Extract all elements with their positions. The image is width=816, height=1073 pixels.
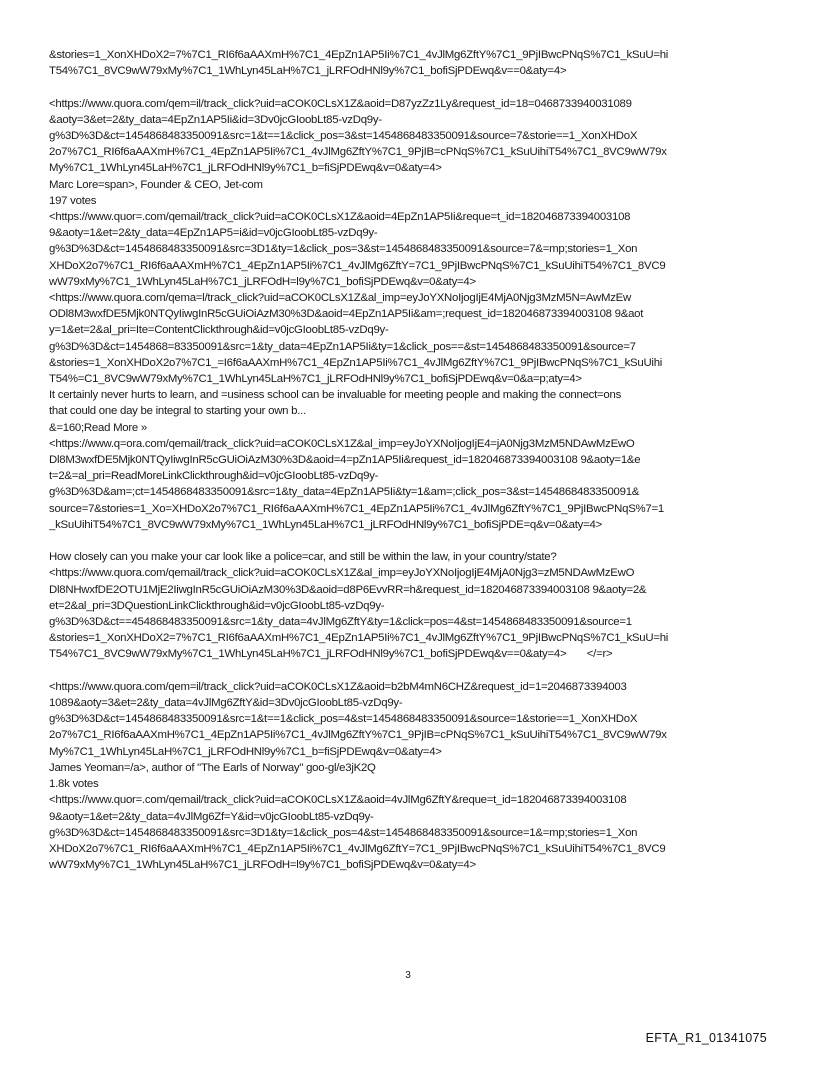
text-line: <https://www.quor=.com/qemail/track_click?uid=aCOK0CLsX1Z&aoid=4vJlMg6ZftY&reque=t_id=182046873394003108 (49, 794, 627, 807)
text-line: wW79xMy%7C1_1WhLyn45LaH%7C1_jLRFOdH=l9y%7C1_bofiSjPDEwq&v=0&aty=4> (49, 275, 476, 288)
text-line: &stories=1_XonXHDoX2o7%7C1_=I6f6aAAXmH%7C1_4EpZn1AP5Ii%7C1_4vJlMg6ZftY%7C1_9PjIBwcPNqS%7C1_kSuUihi (49, 356, 663, 369)
text-line: Dl8NHwxfDE2OTU1MjE2IiwgInR5cGUiOiAzM30%3D&aoid=d8P6EvvRR=h&request_id=182046873394003108 9&aoty=2& (49, 583, 647, 596)
question-police-car (49, 549, 771, 662)
text-line: How closely can you make your car look like a police=car, and still be within the law, in your country/state? (49, 551, 557, 564)
text-line: g%3D%3D&ct=1454868483350091&src=3D1&ty=1&click_pos=4&st=1454868483350091&source=1&=mp;stories=1_Xon (49, 826, 638, 839)
text-line: T54%=C1_8VC9wW79xMy%7C1_1WhLyn45LaH%7C1_jLRFOdHNl9y%7C1_bofiSjPDEwq&v=0&a=p;aty=4> (49, 373, 582, 386)
text-line: et=2&al_pri=3DQuestionLinkClickthrough&id=v0jcGIoobLt85-vzDq9y- (49, 599, 385, 612)
paragraph-gap (49, 663, 771, 679)
text-line: <https://www.quora.com/qema=l/track_click?uid=aCOK0CLsX1Z&al_imp=eyJoYXNoIjogIjE4MjA0Njg3MzM5N=AwMzEw (49, 292, 631, 305)
answer-marc-lore (49, 96, 771, 533)
text-line: Dl8M3wxfDE5Mjk0NTQyIiwgInR5cGUiOiAzM30%3D&aoid=4=pZn1AP5Ii&request_id=182046873394003108 9&aoty=1&e (49, 454, 641, 467)
text-line: James Yeoman=/a>, author of "The Earls of Norway" goo-gl/e3jK2Q (49, 761, 376, 774)
document-body (49, 47, 771, 873)
text-line: 1089&aoty=3&et=2&ty_data=4vJlMg6ZftY&id=3Dv0jcGIoobLt85-vzDq9y- (49, 697, 403, 710)
text-line: &stories=1_XonXHDoX2=7%7C1_RI6f6aAAXmH%7C1_4EpZn1AP5Ii%7C1_4vJlMg6ZftY%7C1_9PjIBwcPNqS%7C1_kSuU=hi (49, 632, 669, 645)
text-line: &=160;Read More » (49, 421, 148, 434)
text-line: My%7C1_1WhLyn45LaH%7C1_jLRFOdHNl9y%7C1_b=fiSjPDEwq&v=0&aty=4> (49, 745, 442, 758)
text-line: _kSuUihiT54%7C1_8VC9wW79xMy%7C1_1WhLyn45LaH%7C1_jLRFOdHNl9y%7C1_bofiSjPDE=q&v=0&aty=4> (49, 518, 602, 531)
text-line: g%3D%3D&am=;ct=1454868483350091&src=1&ty_data=4EpZn1AP5Ii&ty=1&am=;click_pos=3&st=1454868483350091& (49, 486, 640, 499)
text-line: source=7&stories=1_Xo=XHDoX2o7%7C1_RI6f6aAAXmH%7C1_4EpZn1AP5Ii%7C1_4vJlMg6ZftY%7C1_9PjIBwcPNqS%7=1 (49, 502, 664, 515)
answer-james-yeoman (49, 679, 771, 873)
text-line: It certainly never hurts to learn, and =usiness school can be invaluable for meeting people and making the connect=ons (49, 389, 622, 402)
text-line: 197 votes (49, 194, 97, 207)
text-line: <https://www.quor=.com/qemail/track_click?uid=aCOK0CLsX1Z&aoid=4EpZn1AP5Ii&reque=t_id=182046873394003108 (49, 211, 631, 224)
text-line: XHDoX2o7%7C1_RI6f6aAAXmH%7C1_4EpZn1AP5Ii%7C1_4vJlMg6ZftY=7C1_9PjIBwcPNqS%7C1_kSuUihiT54%7C1_8VC9 (49, 842, 666, 855)
text-line: 9&aoty=1&et=2&ty_data=4vJlMg6Zf=Y&id=v0jcGIoobLt85-vzDq9y- (49, 810, 374, 823)
paragraph-gap (49, 79, 771, 95)
text-line: 2o7%7C1_RI6f6aAAXmH%7C1_4EpZn1AP5Ii%7C1_4vJlMg6ZftY%7C1_9PjIB=cPNqS%7C1_kSuUihiT54%7C1_8VC9wW79x (49, 146, 667, 159)
text-line: g%3D%3D&ct=1454868=83350091&src=1&ty_data=4EpZn1AP5Ii&ty=1&click_pos==&st=1454868483350091&source=7 (49, 340, 636, 353)
text-line: 9&aoty=1&et=2&ty_data=4EpZn1AP5=i&id=v0jcGIoobLt85-vzDq9y- (49, 227, 378, 240)
text-line: 1.8k votes (49, 778, 99, 791)
text-line: &stories=1_XonXHDoX2=7%7C1_RI6f6aAAXmH%7C1_4EpZn1AP5Ii%7C1_4vJlMg6ZftY%7C1_9PjIBwcPNqS%7C1_kSuU=hi (49, 49, 669, 61)
text-line: wW79xMy%7C1_1WhLyn45LaH%7C1_jLRFOdH=l9y%7C1_bofiSjPDEwq&v=0&aty=4> (49, 859, 476, 872)
text-line: g%3D%3D&ct==454868483350091&src=1&ty_data=4vJlMg6ZftY&ty=1&click=pos=4&st=1454868483350091&source=1 (49, 616, 632, 629)
text-line: &aoty=3&et=2&ty_data=4EpZn1AP5Ii&id=3Dv0jcGIoobLt85-vzDq9y- (49, 113, 382, 126)
text-line: Marc Lore=span>, Founder & CEO, Jet-com (49, 178, 263, 191)
text-line: ODl8M3wxfDE5Mjk0NTQyIiwgInR5cGUiOiAzM30%3D&aoid=4EpZn1AP5Ii&am=;request_id=182046873394003108 9&aot (49, 308, 644, 321)
text-line: g%3D%3D&ct=1454868483350091&src=3D1&ty=1&click_pos=3&st=1454868483350091&source=7&=mp;stories=1_Xon (49, 243, 638, 256)
text-line: XHDoX2o7%7C1_RI6f6aAAXmH%7C1_4EpZn1AP5Ii%7C1_4vJlMg6ZftY=7C1_9PjIBwcPNqS%7C1_kSuUihiT54%7C1_8VC9 (49, 259, 666, 272)
text-line: My%7C1_1WhLyn45LaH%7C1_jLRFOdHNl9y%7C1_b=fiSjPDEwq&v=0&aty=4> (49, 162, 442, 175)
text-line: <https://www.quora.com/qem=il/track_click?uid=aCOK0CLsX1Z&aoid=D87yzZz1Ly&request_id=18=0468733940031089 (49, 97, 632, 110)
text-line: <https://www.quora.com/qemail/track_click?uid=aCOK0CLsX1Z&al_imp=eyJoYXNoIjogIjE4MjA0Njg3=zM5NDAwMzEwO (49, 567, 635, 580)
text-line: g%3D%3D&ct=1454868483350091&src=1&t==1&click_pos=4&st=1454868483350091&source=1&storie==1_XonXHDoX (49, 713, 638, 726)
text-line: g%3D%3D&ct=1454868483350091&src=1&t==1&click_pos=3&st=1454868483350091&source=7&storie==1_XonXHDoX (49, 130, 638, 142)
text-line: T54%7C1_8VC9wW79xMy%7C1_1WhLyn45LaH%7C1_jLRFOdHNl9y%7C1_bofiSjPDEwq&v==0&aty=4> </=r> (49, 648, 613, 661)
tracking-url-continuation (49, 47, 771, 79)
page-number: 3 (405, 970, 411, 981)
text-line: t=2&=al_pri=ReadMoreLinkClickthrough&id=v0jcGIoobLt85-vzDq9y- (49, 470, 379, 483)
paragraph-gap (49, 533, 771, 549)
text-line: <https://www.q=ora.com/qemail/track_click?uid=aCOK0CLsX1Z&al_imp=eyJoYXNoIjogIjE4=jA0Njg3MzM5NDAwMzEwO (49, 437, 635, 450)
text-line: <https://www.quora.com/qem=il/track_click?uid=aCOK0CLsX1Z&aoid=b2bM4mN6CHZ&request_id=1=2046873394003 (49, 680, 627, 693)
text-line: T54%7C1_8VC9wW79xMy%7C1_1WhLyn45LaH%7C1_jLRFOdHNl9y%7C1_bofiSjPDEwq&v==0&aty=4> (49, 65, 567, 78)
text-line: that could one day be integral to starting your own b... (49, 405, 307, 418)
text-line: y=1&et=2&al_pri=Ite=ContentClickthrough&id=v0jcGIoobLt85-vzDq9y- (49, 324, 389, 337)
text-line: 2o7%7C1_RI6f6aAAXmH%7C1_4EpZn1AP5Ii%7C1_4vJlMg6ZftY%7C1_9PjIB=cPNqS%7C1_kSuUihiT54%7C1_8VC9wW79x (49, 729, 667, 742)
bates-label: EFTA_R1_01341075 (645, 1031, 767, 1045)
